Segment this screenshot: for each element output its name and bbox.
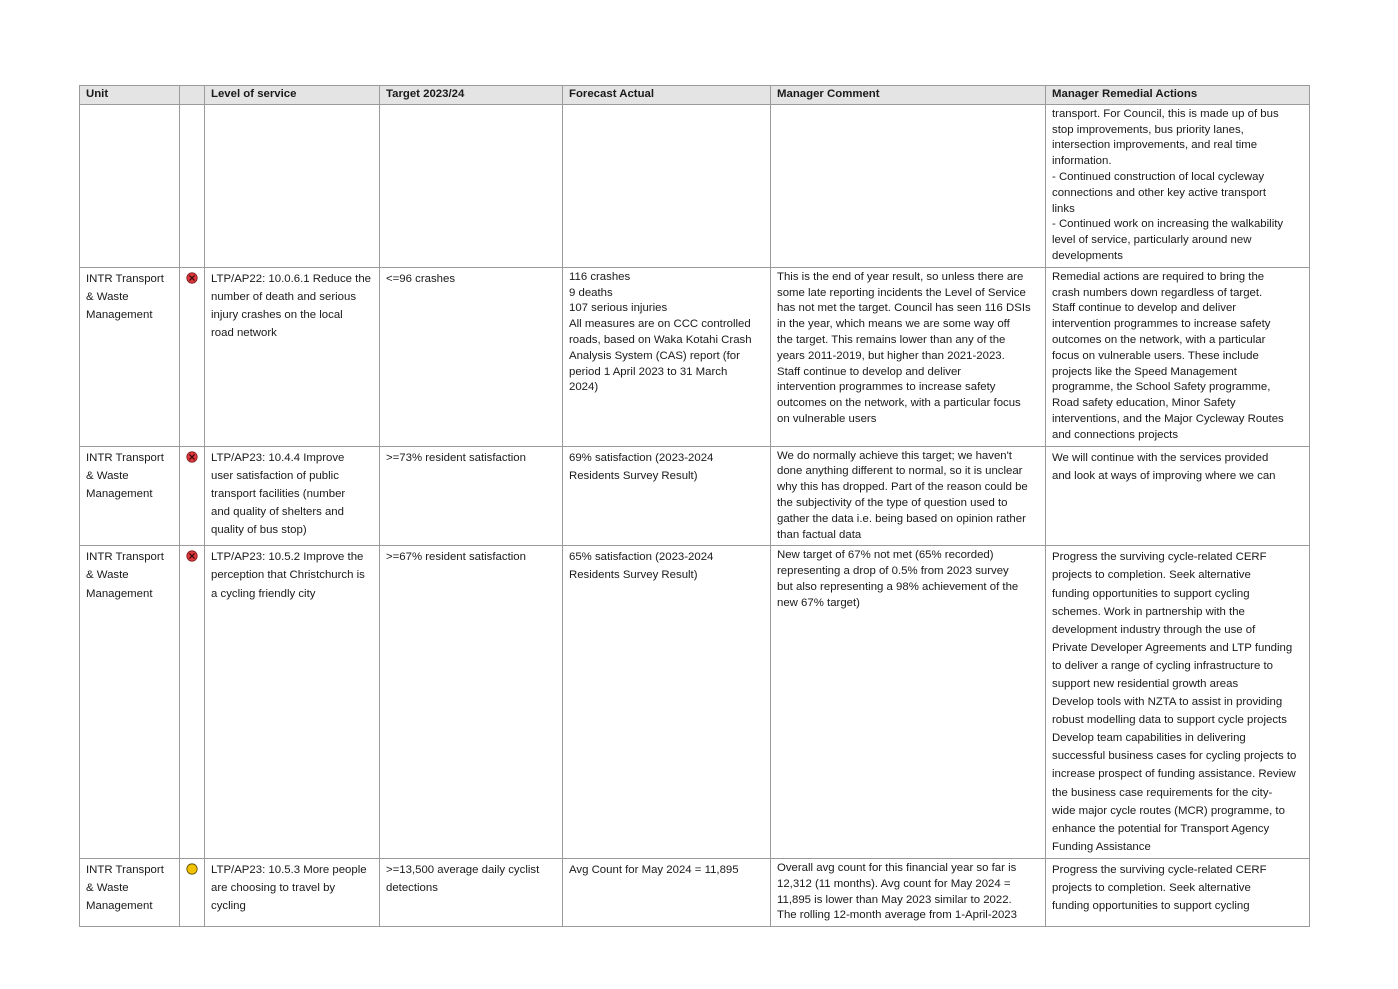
cell-level-of-service	[205, 104, 380, 267]
cell-status	[180, 546, 205, 859]
cell-manager-comment	[771, 104, 1046, 267]
cell-remedial-actions: Progress the surviving cycle-related CERF projects to completion. Seek alternative funding opportunities to support cycling	[1046, 858, 1310, 926]
table-row	[80, 546, 1310, 859]
cell-manager-comment: Overall avg count for this financial year so far is 12,312 (11 months). Avg count for May 2024 = 11,895 is lower than May 2023 similar to 2022. The rolling 12-month average from 1-April-2023	[771, 858, 1046, 926]
table-row	[80, 446, 1310, 546]
cell-manager-comment: We do normally achieve this target; we haven't done anything different to normal, so it is unclear why this has dropped. Part of the reason could be the subjectivity of the type of question used to gather the data i.e. being based on opinion rather than factual data	[771, 446, 1046, 546]
cell-level-of-service: LTP/AP23: 10.4.4 Improve user satisfaction of public transport facilities (number and quality of shelters and quality of bus stop)	[205, 446, 380, 546]
header-manager-comment: Manager Comment	[771, 86, 1046, 105]
cell-remedial-actions: Remedial actions are required to bring the crash numbers down regardless of target. Staff continue to develop and deliver intervention programmes to increase safety outcomes on the network, with a particular focus on vulnerable users. These include projects like the Speed Management programme, the School Safety programme, Road safety education, Minor Safety interventions, and the Major Cycleway Routes and connections projects	[1046, 267, 1310, 446]
cell-level-of-service: LTP/AP22: 10.0.6.1 Reduce the number of death and serious injury crashes on the local road network	[205, 267, 380, 446]
cell-target: <=96 crashes	[380, 267, 563, 446]
cell-forecast-actual: 69% satisfaction (2023-2024 Residents Survey Result)	[563, 446, 771, 546]
amber-circle-icon	[186, 863, 198, 875]
cell-target: >=13,500 average daily cyclist detections	[380, 858, 563, 926]
cell-remedial-actions: transport. For Council, this is made up of bus stop improvements, bus priority lanes, intersection improvements, and real time information. - Continued construction of local cycleway connections and other key active transport links - Continued work on increasing the walkability level of service, particularly around new developments	[1046, 104, 1310, 267]
cell-unit: INTR Transport & Waste Management	[80, 446, 180, 546]
cell-target: >=73% resident satisfaction	[380, 446, 563, 546]
cell-unit: INTR Transport & Waste Management	[80, 858, 180, 926]
cell-forecast-actual: 65% satisfaction (2023-2024 Residents Survey Result)	[563, 546, 771, 859]
cell-unit: INTR Transport & Waste Management	[80, 546, 180, 859]
cell-remedial-actions: Progress the surviving cycle-related CERF projects to completion. Seek alternative funding opportunities to support cycling schemes. Work in partnership with the development industry through the use of Private Developer Agreements and LTP funding to deliver a range of cycling infrastructure to support new residential growth areas Develop tools with NZTA to assist in providing robust modelling data to support cycle projects Develop team capabilities in delivering successful business cases for cycling projects to increase prospect of funding assistance. Review the business case requirements for the city- wide major cycle routes (MCR) programme, to enhance the potential for Transport Agency Funding Assistance	[1046, 546, 1310, 859]
header-target: Target 2023/24	[380, 86, 563, 105]
cell-status	[180, 858, 205, 926]
cell-forecast-actual: 116 crashes 9 deaths 107 serious injuries All measures are on CCC controlled roads, based on Waka Kotahi Crash Analysis System (CAS) report (for period 1 April 2023 to 31 March 2024)	[563, 267, 771, 446]
red-cross-circle-icon	[186, 550, 198, 562]
cell-unit	[80, 104, 180, 267]
red-cross-circle-icon	[186, 272, 198, 284]
cell-manager-comment: New target of 67% not met (65% recorded) representing a drop of 0.5% from 2023 survey but also representing a 98% achievement of the new 67% target)	[771, 546, 1046, 859]
cell-remedial-actions: We will continue with the services provided and look at ways of improving where we can	[1046, 446, 1310, 546]
cell-forecast-actual	[563, 104, 771, 267]
table-row	[80, 858, 1310, 926]
header-remedial-actions: Manager Remedial Actions	[1046, 86, 1310, 105]
cell-level-of-service: LTP/AP23: 10.5.3 More people are choosing to travel by cycling	[205, 858, 380, 926]
header-forecast-actual: Forecast Actual	[563, 86, 771, 105]
document-page	[79, 85, 1309, 927]
cell-status	[180, 104, 205, 267]
cell-target: >=67% resident satisfaction	[380, 546, 563, 859]
cell-forecast-actual: Avg Count for May 2024 = 11,895	[563, 858, 771, 926]
cell-unit: INTR Transport & Waste Management	[80, 267, 180, 446]
cell-status	[180, 267, 205, 446]
table-header-row	[80, 86, 1310, 105]
header-status	[180, 86, 205, 105]
table-row	[80, 104, 1310, 267]
header-unit: Unit	[80, 86, 180, 105]
performance-table	[79, 85, 1310, 927]
header-level-of-service: Level of service	[205, 86, 380, 105]
cell-level-of-service: LTP/AP23: 10.5.2 Improve the perception that Christchurch is a cycling friendly city	[205, 546, 380, 859]
red-cross-circle-icon	[186, 451, 198, 463]
table-row	[80, 267, 1310, 446]
cell-status	[180, 446, 205, 546]
cell-manager-comment: This is the end of year result, so unless there are some late reporting incidents the Level of Service has not met the target. Council has seen 116 DSIs in the year, which means we are some way off the target. This remains lower than any of the years 2011-2019, but higher than 2021-2023. Staff continue to develop and deliver intervention programmes to increase safety outcomes on the network, with a particular focus on vulnerable users	[771, 267, 1046, 446]
cell-target	[380, 104, 563, 267]
